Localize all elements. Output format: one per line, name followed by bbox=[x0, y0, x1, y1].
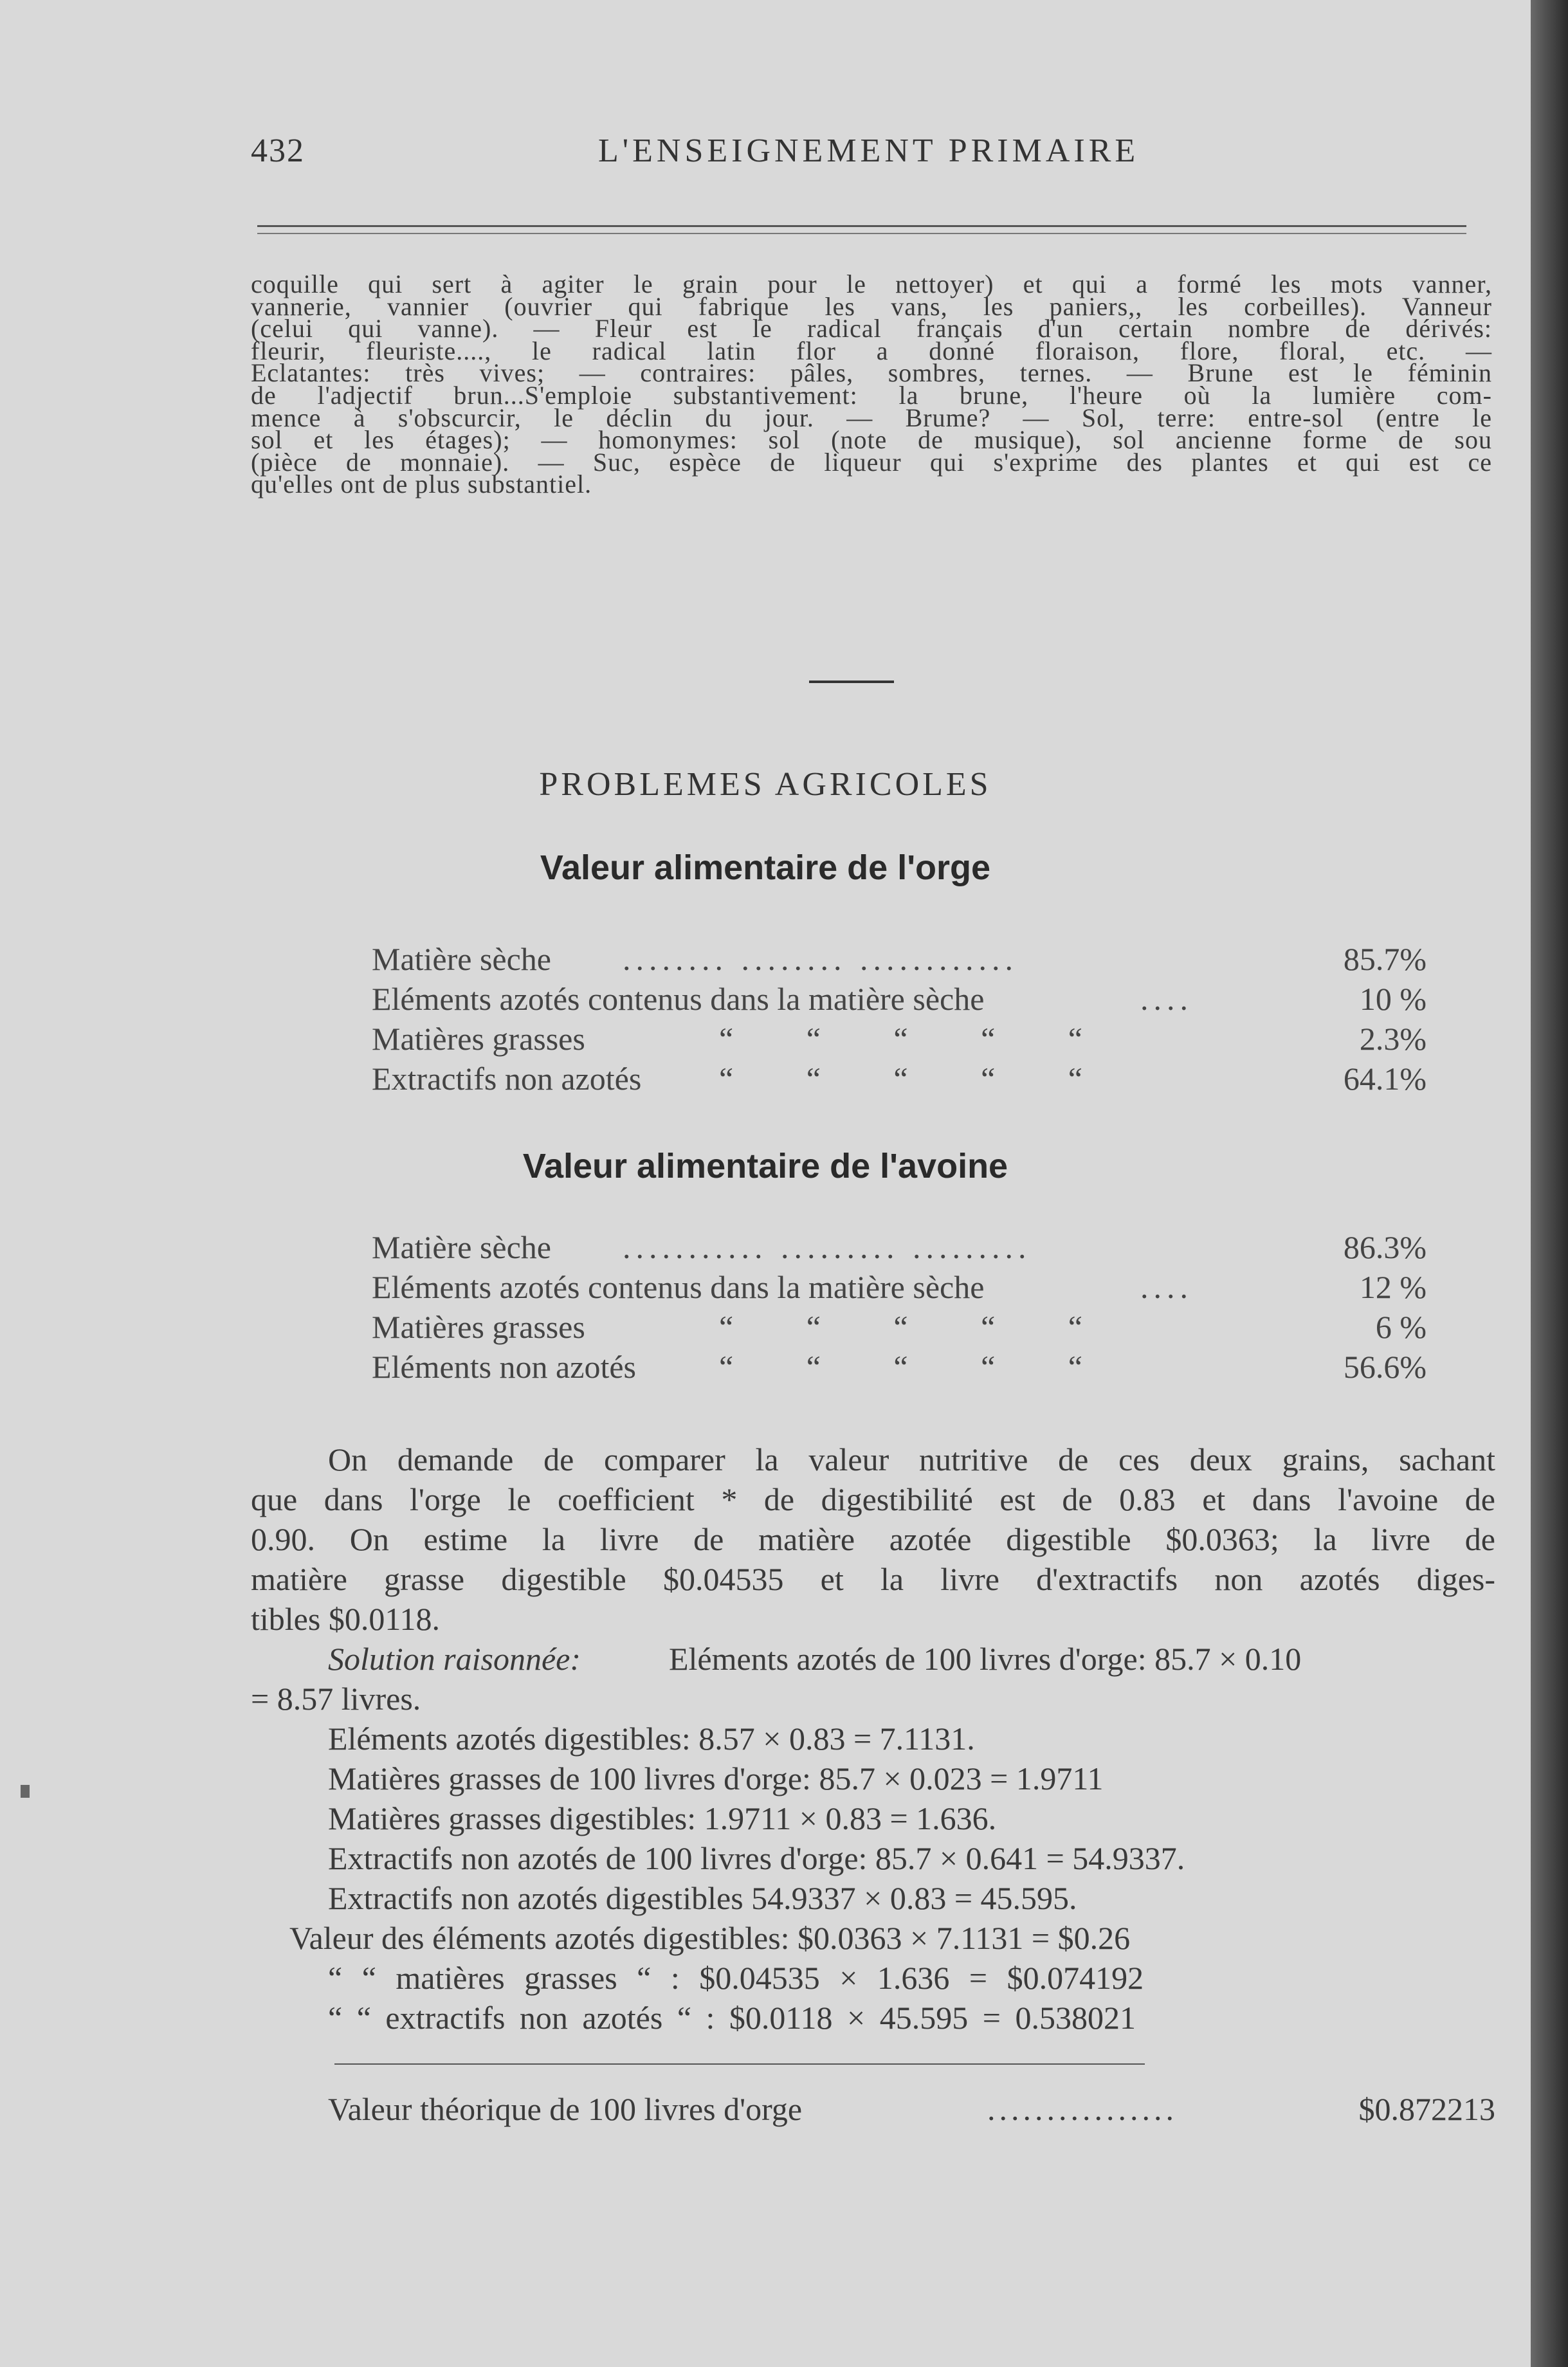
row-label: Matière sèche bbox=[372, 1229, 552, 1265]
running-title: L'ENSEIGNEMENT PRIMAIRE bbox=[598, 133, 1140, 169]
table-avoine bbox=[372, 1229, 1427, 1388]
intro-line: qu'elles ont de plus substantiel. bbox=[251, 470, 592, 499]
total-separator bbox=[334, 2063, 1145, 2065]
row-leader: .... bbox=[1140, 981, 1193, 1017]
row-ditto: “ “ “ “ “ bbox=[719, 1349, 1088, 1385]
problem-line: que dans l'orge le coefficient * de digestibilité est de 0.83 et dans l'avoine de bbox=[251, 1481, 1495, 1517]
row-label: Extractifs non azotés bbox=[372, 1061, 642, 1097]
total-value: $0.872213 bbox=[1358, 2091, 1495, 2127]
table-row bbox=[372, 1348, 1427, 1388]
page-number: 432 bbox=[251, 133, 305, 169]
solution-line: = 8.57 livres. bbox=[251, 1681, 421, 1717]
solution-step: Extractifs non azotés digestibles 54.9337 × 0.83 = 45.595. bbox=[328, 1880, 1077, 1916]
total-label: Valeur théorique de 100 livres d'orge bbox=[328, 2091, 803, 2127]
table-row bbox=[372, 980, 1427, 1020]
table-row bbox=[372, 1268, 1427, 1308]
table-row bbox=[372, 1308, 1427, 1348]
solution-step: Matières grasses digestibles: 1.9711 × 0.83 = 1.636. bbox=[328, 1800, 997, 1836]
row-value: 64.1% bbox=[1343, 1061, 1427, 1097]
intro-line: sol et les étages); — homonymes: sol (note de musique), sol ancienne forme de sou bbox=[251, 425, 1492, 455]
row-leader: .... bbox=[1140, 1269, 1193, 1305]
table-row bbox=[372, 1060, 1427, 1100]
intro-line: (pièce de monnaie). — Suc, espèce de liqueur qui s'exprime des plantes et qui est ce bbox=[251, 447, 1492, 477]
problem-line: 0.90. On estime la livre de matière azotée digestible $0.0363; la livre de bbox=[251, 1521, 1495, 1557]
solution-value: “ “ matières grasses “ : $0.04535 × 1.636 = $0.074192 bbox=[328, 1960, 1144, 1996]
intro-paragraph bbox=[251, 270, 1492, 499]
row-value: 2.3% bbox=[1359, 1021, 1427, 1057]
table-row bbox=[372, 940, 1427, 980]
total-leader: ................ bbox=[987, 2091, 1178, 2127]
row-leader: ........ ........ ............ bbox=[623, 941, 1018, 977]
problem-line: matière grasse digestible $0.04535 et la livre d'extractifs non azotés diges- bbox=[251, 1561, 1495, 1597]
section-title: PROBLEMES AGRICOLES bbox=[539, 766, 992, 803]
row-value: 56.6% bbox=[1343, 1349, 1427, 1385]
solution-step: Eléments azotés digestibles: 8.57 × 0.83 = 7.1131. bbox=[328, 1721, 975, 1757]
intro-line: (celui qui vanne). — Fleur est le radical français d'un certain nombre de dérivés: bbox=[251, 314, 1492, 343]
margin-mark bbox=[21, 1785, 30, 1798]
intro-line: de l'adjectif brun...S'emploie substantivement: la brune, l'heure où la lumière com- bbox=[251, 380, 1492, 410]
problem-line: On demande de comparer la valeur nutritive de ces deux grains, sachant bbox=[328, 1441, 1495, 1477]
intro-line: Eclatantes: très vives; — contraires: pâles, sombres, ternes. — Brune est le féminin bbox=[251, 358, 1492, 388]
row-ditto: “ “ “ “ “ bbox=[719, 1021, 1088, 1057]
intro-line: coquille qui sert à agiter le grain pour le nettoyer) et qui a formé les mots vanner, bbox=[251, 270, 1492, 298]
problem-line: tibles $0.0118. bbox=[251, 1601, 440, 1637]
row-ditto: “ “ “ “ “ bbox=[719, 1309, 1088, 1345]
header-rule bbox=[257, 225, 1466, 227]
solution-step: Matières grasses de 100 livres d'orge: 85.7 × 0.023 = 1.9711 bbox=[328, 1760, 1104, 1796]
row-label: Eléments non azotés bbox=[372, 1349, 636, 1385]
row-label: Matières grasses bbox=[372, 1309, 585, 1345]
row-leader: ........... ......... ......... bbox=[623, 1229, 1032, 1265]
row-value: 12 % bbox=[1359, 1269, 1427, 1305]
solution-step: Extractifs non azotés de 100 livres d'orge: 85.7 × 0.641 = 54.9337. bbox=[328, 1840, 1185, 1876]
book-edge bbox=[1531, 0, 1568, 2367]
table-row bbox=[372, 1020, 1427, 1060]
row-label: Eléments azotés contenus dans la matière sèche bbox=[372, 1269, 985, 1305]
section-divider bbox=[809, 681, 894, 683]
row-label: Matières grasses bbox=[372, 1021, 585, 1057]
intro-line: mence à s'obscurcir, le déclin du jour. — Brume? — Sol, terre: entre-sol (entre le bbox=[251, 403, 1492, 432]
table-row bbox=[372, 1229, 1427, 1268]
table-title-avoine: Valeur alimentaire de l'avoine bbox=[522, 1147, 1008, 1185]
table-title-orge: Valeur alimentaire de l'orge bbox=[540, 848, 991, 887]
row-label: Matière sèche bbox=[372, 941, 552, 977]
intro-line: vannerie, vannier (ouvrier qui fabrique les vans, les paniers,, les corbeilles). Vanneur bbox=[251, 291, 1492, 321]
page-header bbox=[251, 132, 1486, 183]
solution-value: “ “ extractifs non azotés “ : $0.0118 × 45.595 = 0.538021 bbox=[328, 2000, 1136, 2036]
row-value: 85.7% bbox=[1343, 941, 1427, 977]
solution-label: Solution raisonnée: bbox=[328, 1641, 581, 1677]
solution-line: Eléments azotés de 100 livres d'orge: 85.7 × 0.10 bbox=[669, 1641, 1302, 1677]
row-value: 86.3% bbox=[1343, 1229, 1427, 1265]
solution-value: Valeur des éléments azotés digestibles: $0.0363 × 7.1131 = $0.26 bbox=[289, 1920, 1131, 1956]
header-rule-secondary bbox=[257, 233, 1466, 234]
table-orge bbox=[372, 940, 1427, 1100]
row-label: Eléments azotés contenus dans la matière sèche bbox=[372, 981, 985, 1017]
intro-line: fleurir, fleuriste...., le radical latin flor a donné floraison, flore, floral, etc. — bbox=[251, 336, 1492, 365]
row-value: 10 % bbox=[1359, 981, 1427, 1017]
row-value: 6 % bbox=[1375, 1309, 1427, 1345]
row-ditto: “ “ “ “ “ bbox=[719, 1061, 1088, 1097]
